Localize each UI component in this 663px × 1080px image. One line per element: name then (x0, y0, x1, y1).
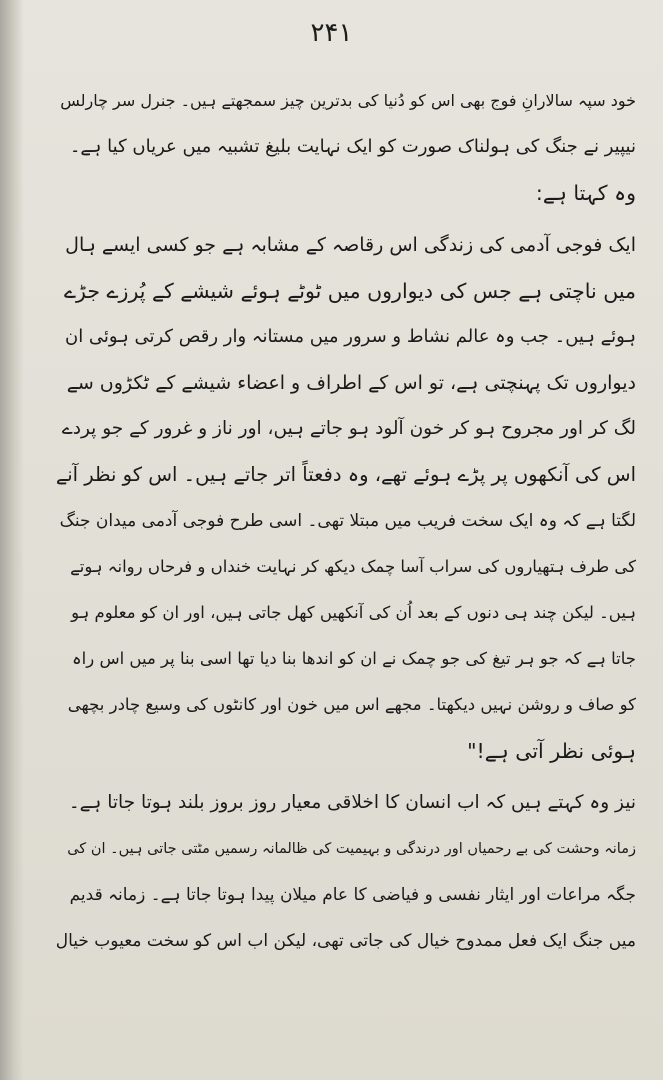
text-line: زمانہ وحشت کی بے رحمیاں اور درندگی و بہیمیت کی ظالمانہ رسمیں مٹتی جاتی ہیں۔ ان کی (67, 841, 636, 857)
text-line: نیز وہ کہتے ہیں کہ اب انسان کا اخلاقی معیار روز بروز بلند ہوتا جاتا ہے۔ (68, 792, 636, 813)
text-line: ہوئے ہیں۔ جب وہ عالم نشاط و سرور میں مستانہ وار رقص کرتی ہوئی ان (64, 326, 636, 347)
text-line: لگتا ہے کہ وہ ایک سخت فریب میں مبتلا تھی۔ اسی طرح فوجی آدمی میدان جنگ (59, 511, 636, 531)
text-line: ایک فوجی آدمی کی زندگی اس رقاصہ کے مشابہ ہے جو کسی ایسے ہال (65, 234, 636, 256)
text-line: کو صاف و روشن نہیں دیکھتا۔ مجھے اس میں خون اور کانٹوں کی وسیع چادر بچھی (67, 695, 636, 714)
text-line: نیپیر نے جنگ کی ہولناک صورت کو ایک نہایت بلیغ تشبیہ میں عریاں کیا ہے۔ (69, 136, 636, 157)
text-line: وہ کہتا ہے: (535, 181, 636, 205)
text-line: دیواروں تک پہنچتی ہے، تو اس کے اطراف و اعضاء شیشے کے ٹکڑوں سے (66, 372, 636, 394)
page-number: ۲۴۱ (310, 18, 353, 48)
text-line: جگہ مراعات اور ایثار نفسی و فیاضی کا عام میلان پیدا ہوتا جاتا ہے۔ زمانہ قدیم (69, 885, 636, 905)
text-line: میں جنگ ایک فعل ممدوح خیال کی جاتی تھی، لیکن اب اس کو سخت معیوب خیال (56, 931, 636, 951)
text-line: جاتا ہے کہ جو ہر تیغ کی جو چمک نے ان کو اندھا بنا دیا تھا اسی بنا پر میں اس راہ (71, 649, 636, 668)
paragraph-intro (56, 78, 636, 216)
paragraph-closing (56, 780, 636, 964)
text-line: میں ناچتی ہے جس کی دیواروں میں ٹوٹے ہوئے شیشے کے پُرزے جڑے (64, 279, 636, 303)
text-line: ہیں۔ لیکن چند ہی دنوں کے بعد اُن کی آنکھیں کھل جاتی ہیں، اور ان کو معلوم ہو (71, 603, 636, 622)
text-line: ہوئی نظر آتی ہے!" (467, 739, 636, 763)
page-text (56, 78, 636, 964)
text-line: لگ کر اور مجروح ہو کر خون آلود ہو جاتے ہیں، اور ناز و غرور کے جو پردے (61, 418, 636, 439)
text-line: اس کی آنکھوں پر پڑے ہوئے تھے، وہ دفعتاً اتر جاتے ہیں۔ اس کو نظر آنے (56, 463, 636, 486)
paragraph-quote (56, 222, 636, 774)
text-line: کی طرف ہتھیاروں کی سراب آسا چمک دیکھ کر نہایت خنداں و فرحاں روانہ ہوتے (70, 557, 636, 576)
text-line: خود سپہ سالارانِ فوج بھی اس کو دُنیا کی بدترین چیز سمجھتے ہیں۔ جنرل سر چارلس (60, 91, 636, 110)
